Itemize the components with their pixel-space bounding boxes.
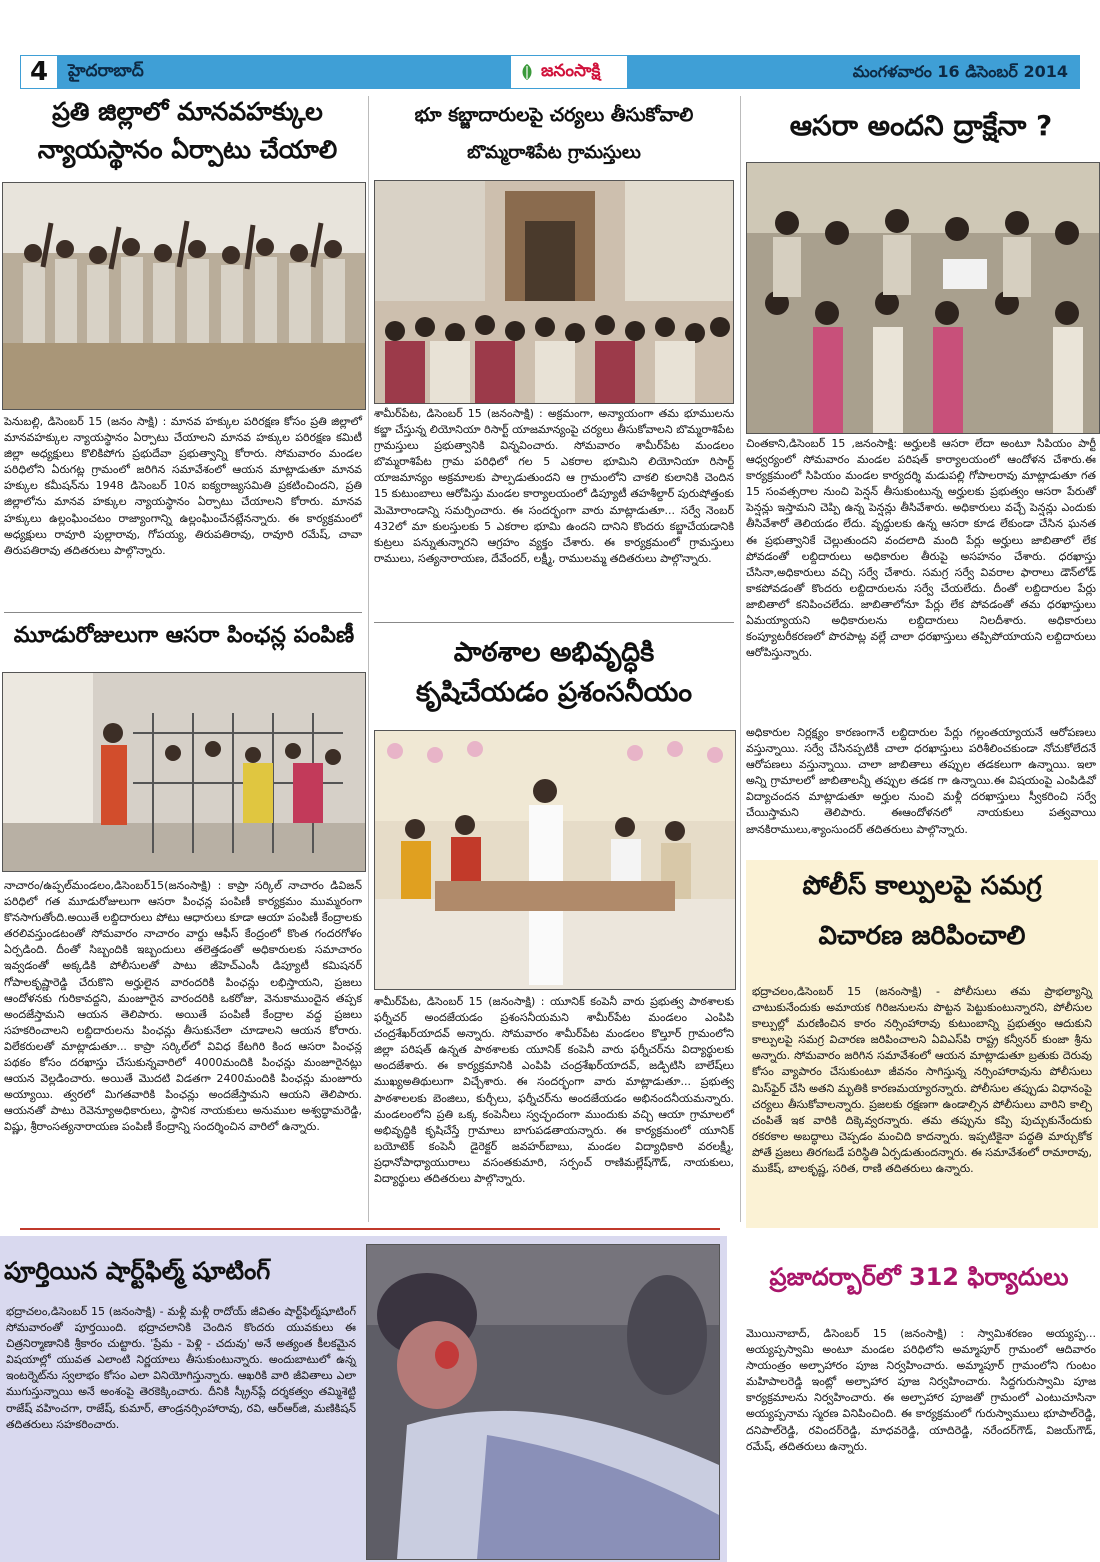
article-school-body: శామీర్‌పేట, డిసెంబర్ 15 (జనంసాక్షి) : యూనిక్ కంపెనీ వారు ప్రభుత్వ పాఠశాలకు ఫర్నీచర్ అందజేయడం ప్రశంసనీయమని శామీర్‌పేట మండలం ఎంపిపి చంద్రశేఖర్‌యాదవ్ అన్నారు. సోమవారం శామీర్‌పేట మండలం కొల్తూర్ గ్రామంలోని జిల్లా పరిషత్ ఉన్నత పాఠశాలకు యూనిక్ కంపెనీ వారు ఫర్నీచర్‌ను విద్యార్థులకు అందజేశారు. ఈ కార్యక్రమానికి ఎంపిపి చంద్రశేఖర్‌యాదవ్, జడ్పిటిసి బాలేష్‌లు ముఖ్యఅతిథులుగా విచ్చేశారు. ఈ సందర్భంగా వారు మాట్లాడుతూ... ప్రభుత్వ పాఠశాలలకు బెంజిలు, కుర్చీలు, ఫర్నీచర్‌ను అందజేయడం అభినందనీయమన్నారు. మండలంలోని ప్రతి ఒక్క కంపెనీలు స్వచ్ఛందంగా ముందుకు వచ్చి ఆయా గ్రామాలలో అభివృద్ధికి కృషిచేస్తే గ్రామాలు బాగుపడతాయన్నారు. ఈ కార్యక్రమంలో యూనిక్ బయోటెక్ కంపెనీ డైరెక్టర్ జవహర్‌బాబు, మండల విద్యాధికారి వరలక్ష్మీ, ప్రధానోపాధ్యాయురాలు వసంతకుమారి, సర్పంచ్ రాణిమల్లేష్‌గౌడ్, నాయకులు, విద్యార్థులు తదితరులు పాల్గొన్నారు. — [374, 995, 734, 1186]
article-asara-grapes-body-1: చింతకాని,డిసెంబర్ 15 ,జనంసాక్షి: అర్హులకి ఆసరా లేదా అంటూ సిపియం పార్టీ ఆధ్వర్యంలో సోమవారం మండల పరిషత్ కార్యాలయంలో ఆందోళన చేశారు.ఈ కార్యక్రమంలో సిపియం మండల కార్యదర్శి మడుపల్లి గోపాలరావు మాట్లాడుతూ గత 15 సంవత్సరాల నుంచి పెన్షన్ తీసుకుంటున్న అర్హులకు ప్రభుత్వం ఆసరా పేరుతో పెన్షన్లు ఇస్తామని చెప్పి ఉన్న పెన్షన్లు తీసివేశారు. అధికారులు వచ్చే పెన్షన్లు ఎందుకు తీసివేశారో తెలియడం లేదు. వృద్ధులకు ఉన్న ఆసరా కూడ లేకుండా చేసిన ఘనత ఈ ప్రభుత్వానికే చెల్లుతుందని వందలాది మంది పేర్లు అర్హులు జాబితాలో లేక పోవడంతో లబ్దిదారులు అధికారుల తీరుపై అసహనం చేశారు. ధరఖాస్తు చేసినా,అధికారులు వచ్చి సర్వే చేశారు. సమగ్ర సర్వే వివరాల ఫారాలు డౌన్‌లోడ్ కాకపోవడంతో కొందరు లబ్దిదారులను సర్వే చేయలేదు. దీంతో లబ్దిదారుల పేర్లు జాబితాలో కనిపించలేదు. జాబితాలోనూ పేర్లు లేక పోవడంతో తమ ధరఖాస్తులు ఏమయ్యాయని అధికారులను లబ్దిదారులు నిలదీశారు. అధికారులు కంప్యూటరీకరణలో పొరపాట్ల వల్లే చాలా ధరఖాస్తులు తప్పిపోయాయని లబ్దిదారులు ఆరోపిస్తున్నారు. — [746, 437, 1096, 660]
headline-human-rights-1: ప్రతి జిల్లాలో మానవహక్కుల — [52, 97, 323, 126]
leaf-icon — [517, 62, 537, 82]
article-asara-pension-body: నాచారం/ఉప్పల్‌మండలం,డిసెంబర్15(జనంసాక్షి) : కాప్రా సర్కిల్ నాచారం డివిజన్ పరిధిలో గత మూడురోజులుగా ఆసరా పింఛన్ల పంపిణీ కార్యక్రమం ముమ్మరంగా కొనసాగుతోంది.అయితే లబ్దిదారులు పోటు ఆధారులు కూడా ఆయా పంపిణీ కేంద్రాలకు తరలివస్తుండటంతో సోమవారం నాచారం వార్డు ఆఫీస్ కేంద్రంలో కొంత గందరగోళం ఏర్పడింది. దీంతో సిబ్బందికి ఇబ్బందులు తలెత్తడంతో అధికారులకు సమాచారం ఇవ్వడంతో అక్కడికి పోలీసులతో పాటు జీహెచ్ఎంసీ డిప్యూటీ కమిషనర్ గోపాలకృష్ణారెడ్డి చేరుకొని అర్హులైన వారందరికి పింఛన్లు లభిస్తాయని, ప్రజలు ఆందోళనకు గురికావద్దని, మంజూరైన వారందరికి ఒకరోజు, వెనుకాముందైన తప్పక అందజేస్తామని ఆయన తెలిపారు. అయితే పంపిణీ కేంద్రాల వద్ద ప్రజలు సహకరించాలని లబ్దిదారులను పింఛన్లు తీసుకునేలా చూడాలని ఆయన కోరారు. విలేకరులతో మాట్లాడుతూ... కాప్రా సర్కిల్‌లో వివిధ కేటగిరి కింద ఆసరా పింఛన్ల పథకం కోసం దరఖాస్తు చేసుకున్నవారిలో 4000మందికి పింఛన్లు మంజూరైనట్లు ఆయన వెల్లడించారు. అయితే మొదటి విడతగా 2400మందికి పింఛన్లు మంజూరు అయ్యాయి. త్వరలో మిగతవారికి పింఛన్లు అందజేస్తామని ఆయని తెలిపారు. ఆయనతో పాటు రెవెన్యూఅధికారులు, స్థానిక నాయకులు అనుముల అశ్వద్ధామరెడ్డి, విష్ణు, శ్రీరాంసత్యనారాయణ పంపిణీ కేంద్రాన్ని సందర్శించిన వారిలో ఉన్నారు. — [4, 879, 362, 1134]
headline-police-firing-2: విచారణ జరిపించాలి — [818, 921, 1026, 951]
photo-school-event — [374, 730, 736, 990]
photo-pension-protest — [746, 162, 1100, 434]
photo-villagers-gathering — [374, 180, 734, 404]
headline-asara-pension: మూడురోజులుగా ఆసరా పింఛన్ల పంపిణీ — [13, 623, 355, 648]
article-police-firing-body: భద్రాచలం,డిసెంబర్ 15 (జనంసాక్షి) - పోలీసులు తమ ప్రాభల్యాన్ని చాటుకునేందుకు అమాయక గిరిజనులను పొట్టన పెట్టుకుంటున్నారని, పోలీసుల కాల్పుల్లో మరణించిన కారం నర్సింహారావు కుటుంబాన్ని ప్రభుత్వం ఆదుకుని కాల్పులపై సమగ్ర విచారణ జరిపించాలని ఏవిఎస్‌పి రాష్ట్ర కన్వీనర్ కుంజా శ్రీను అన్నారు. సోమవారం జరిగిన సమావేశంలో ఆయన మాట్లాడుతూ బ్రతుకు దెరువు కోసం వ్యాపారం చేసుకుంటూ జీవనం సాగిస్తున్న నర్సింహారావును పోలీసులు మిస్‌ఫైర్ చేసి అతని మృతికి కారణమయ్యారన్నారు. పోలీసుల తప్పుడు విధానంపై చర్యలు తీసుకోవాలన్నారు. ప్రజలకు రక్షణగా ఉండాల్సిన పోలీసులు వారిని కాల్చి చంపితే ఇక వారికి దిక్కెవ్వరన్నారు. తమ తప్పును కప్పి పుచ్చుకునేందుకు రకరకాల అబద్ధాలు చెప్పడం మంచిది కాదన్నారు. ఇప్పటికైనా పద్ధతి మార్చుకోక పోతే ప్రజలు తిరగబడే పరిస్థితి ఏర్పడుతుందన్నారు. ఈ సమావేశంలో రామారావు, ముకేష్, బాలకృష్ణ, సరిత, రాణి తదితరులు ఉన్నారు. — [752, 985, 1092, 1176]
divider — [374, 622, 734, 623]
headline-school-1: పాఠశాల అభివృద్ధికి — [453, 637, 655, 668]
article-land-grabbers-body: శామీర్‌పేట, డిసెంబర్ 15 (జనంసాక్షి) : అక్రమంగా, అన్యాయంగా తమ భూములను కబ్జా చేస్తున్న లియోనియా రిసార్ట్ యాజమాన్యంపై చర్యలు తీసుకోవాలని బొమ్మరాశిపేట గ్రామస్తులు ప్రభుత్వానికి విన్నవించారు. సోమవారం శామీర్‌పేట మండలం బొమ్మరాశిపేట గ్రామ పరిధిలో గల 5 ఎకరాల భూమిని లియోనియా రిసార్ట్ యాజమాన్యం అక్రమాలకు పాల్పడుతుందని ఆ గ్రామంలోని చాకలి కులానికి చెందిన 15 కుటుంబాలు ఆరోపిస్తు మండల కార్యాలయంలో డిప్యూటీ తహశీల్దార్ పురుషోత్తంకు మెమోరాండాన్ని సమర్పించారు. ఈ సందర్భంగా వారు మాట్లాడుతూ... సర్వే నెంబర్ 432లో మా కులస్తులకు 5 ఎకరాల భూమి ఉందని దానిని కొందరు కబ్జాచేయడానికి కుట్రలు పన్నుతున్నారని ఆగ్రహం వ్యక్తం చేశారు. ఈ కార్యక్రమంలో గ్రామస్తులు రాములు, సత్యనారాయణ, దేవేందర్, లక్ష్మీ, రాములమ్మ తదితరులు పాల్గొన్నారు. — [374, 407, 734, 565]
photo-short-film-still — [366, 1244, 720, 1560]
headline-police-firing-1: పోలీస్ కాల్పులపై సమగ్ర — [802, 871, 1042, 901]
subhead-land-grabbers: బొమ్మరాశిపేట గ్రామస్తులు — [467, 142, 641, 163]
dateline: మంగళవారం 16 డిసెంబర్ 2014 — [852, 62, 1068, 81]
divider — [4, 612, 362, 613]
column-divider — [368, 96, 369, 1222]
article-short-film-body: భద్రాచలం,డిసెంబర్ 15 (జనంసాక్షి) - మళ్లీ మళ్లీ రాదోయ్ జీవితం షార్ట్‌ఫిల్మ్‌షూటింగ్ సోమవారంతో పూర్తయింది. భద్రాచలానికి చెందిన కొందరు యువకులు ఈ చిత్రనిర్మాణానికి శ్రీకారం చుట్టారు. 'ప్రేమ - పెళ్లి - చదువు' అనే అత్యంత కీలకమైన విషయాల్లో యువత ఎలాంటి నిర్ణయాలు తీసుకుంటున్నారు. అందుబాటులో ఉన్న ఇంటర్నెట్‌ను స్వలాభం కోసం ఎలా వినియోగిస్తున్నారు. ఆఖరికి వారి జీవితాలు ఎలా ముగుస్తున్నాయి అనే అంశంపై తెరకెక్కించారు. దీనికి స్క్రీన్‌ప్లే దర్శకత్వం తమ్మిశెట్టి రాజేష్ వహించగా, రాజేష్, కుమార్, తాండ్రనర్సింహారావు, రవి, ఆర్‌ఆర్‌జి, మణికిషన్ తదితరులు సహకరించారు. — [6, 1305, 356, 1431]
paper-name: జనంసాక్షి — [541, 61, 601, 81]
photo-protest-crowd — [2, 182, 366, 410]
article-asara-grapes-body-2: అధికారుల నిర్లక్ష్యం కారణంగానే లబ్దిదారుల పేర్లు గల్లంతయ్యాయనే ఆరోపణలు వస్తున్నాయి. సర్వే చేసినప్పటికీ చాలా ధరఖాస్తులు పరిశీలించకుండా నోచుకోలేదనే ఆరోపణలు వస్తున్నాయి. చాలా జాబితాలు తప్పుల తడకలుగా ఉన్నాయి. ఇలా అన్ని గ్రామాలలో జాబితాలన్నీ తప్పుల తడక గా ఉన్నాయి.ఈ విషయంపై ఎంపిడివో విద్యాచందన మాట్లాడుతూ అర్హుల నుంచి మళ్లీ దరఖాస్తులు స్వీకరించి సర్వే చేయిస్తామని తెలిపారు. ఈఆందోళనలో నాయకులు పత్వవాయి జానకిరాములు,శ్యాంసుందర్ తదితరులు పాల్గొన్నారు. — [746, 726, 1096, 836]
headline-land-grabbers: భూ కబ్జాదారులపై చర్యలు తీసుకోవాలి — [414, 104, 694, 126]
column-divider — [740, 96, 741, 1222]
masthead-bar — [20, 55, 1080, 89]
headline-short-film: పూర్తియిన షార్ట్‌ఫిల్మ్ షూటింగ్ — [4, 1257, 271, 1285]
city-name: హైదరాబాద్ — [68, 61, 144, 81]
page-number: 4 — [20, 55, 58, 89]
headline-school-2: కృషిచేయడం ప్రశంసనీయం — [415, 677, 693, 708]
article-human-rights-body: పెనుబల్లి, డిసెంబర్ 15 (జనం సాక్షి) : మానవ హక్కుల పరిరక్షణ కోసం ప్రతి జిల్లాలో మానవహక్కుల న్యాయస్థానం ఏర్పాటు చేయాలని మానవ హక్కుల పరిరక్షణ కమిటీ జిల్లా అధ్యక్షులు కొలికిపోగు ప్రభుదేవా ప్రభుత్వాన్ని కోరారు. సోమవారం మండల పరిధిలోని ఏరుగట్ల గ్రామంలో జరిగిన సమావేశంలో ఆయన మాట్లాడుతూ మానవ హక్కుల కమీషన్‌ను 1948 డిసెంబర్ 10న ఐక్యరాజ్యసమితి ప్రకటించిందని, ప్రతి జిల్లాలోను మానవ హక్కుల న్యాయస్థానం ఏర్పాటు చేయాలని కోరారు. మానవ హక్కులు ఉల్లంఘించటం రాజ్యాంగాన్ని ఉల్లంఘించేనట్లేనన్నారు. ఈ కార్యక్రమంలో అధ్యక్షులు రావూరి పుల్లారావు, గోపయ్య, తిరుపతిరావు, రావూరి రమేష్, చావా తిరుపతిరావు తదితరులు పాల్గొన్నారు. — [4, 415, 362, 557]
headline-human-rights-2: న్యాయస్థానం ఏర్పాటు చేయాలి — [37, 135, 338, 164]
section-divider — [20, 1228, 720, 1230]
headline-praja-darbar: ప్రజాదర్బార్‌లో 312 ఫిర్యాదులు — [769, 1263, 1069, 1291]
headline-asara-grapes: ఆసరా అందని ద్రాక్షేనా ? — [789, 109, 1053, 142]
article-praja-darbar-body: మొయినాబాద్, డిసెంబర్ 15 (జనంసాక్షి) : స్వామిశరణం అయ్యప్ప... అయ్యప్పస్వామి అంటూ మండల పరిధిలోని అమ్మాపూర్ గ్రామంలో ఆదివారం సాయంత్రం అల్పాహారం పూజ నిర్వహించారు. అమ్మాపూర్ గ్రామంలోని గుంటం మహిపాలరెడ్డి ఇంట్లో అల్పాహార పూజ నిర్వహించారు. సిద్దగురుస్వామి పూజ కార్యక్రమాలను నిర్వహించారు. ఈ అల్పాహార పూజతో గ్రామంలో ఎంటుచూసినా అయ్యప్పనామ స్మరణ వినిపించింది. ఈ కార్యక్రమంలో గురుస్వాములు భూపాల్‌రెడ్డి, దనిపాల్‌రెడ్డి, రవిందర్‌రెడ్డి, మాధవరెడ్డి, యాదిరెడ్డి, నరేందర్‌గౌడ్, విజయ్‌గౌడ్, రమేష్, తదితరులు ఉన్నారు. — [746, 1327, 1096, 1453]
paper-logo — [510, 55, 628, 89]
photo-pension-queue — [2, 672, 366, 872]
